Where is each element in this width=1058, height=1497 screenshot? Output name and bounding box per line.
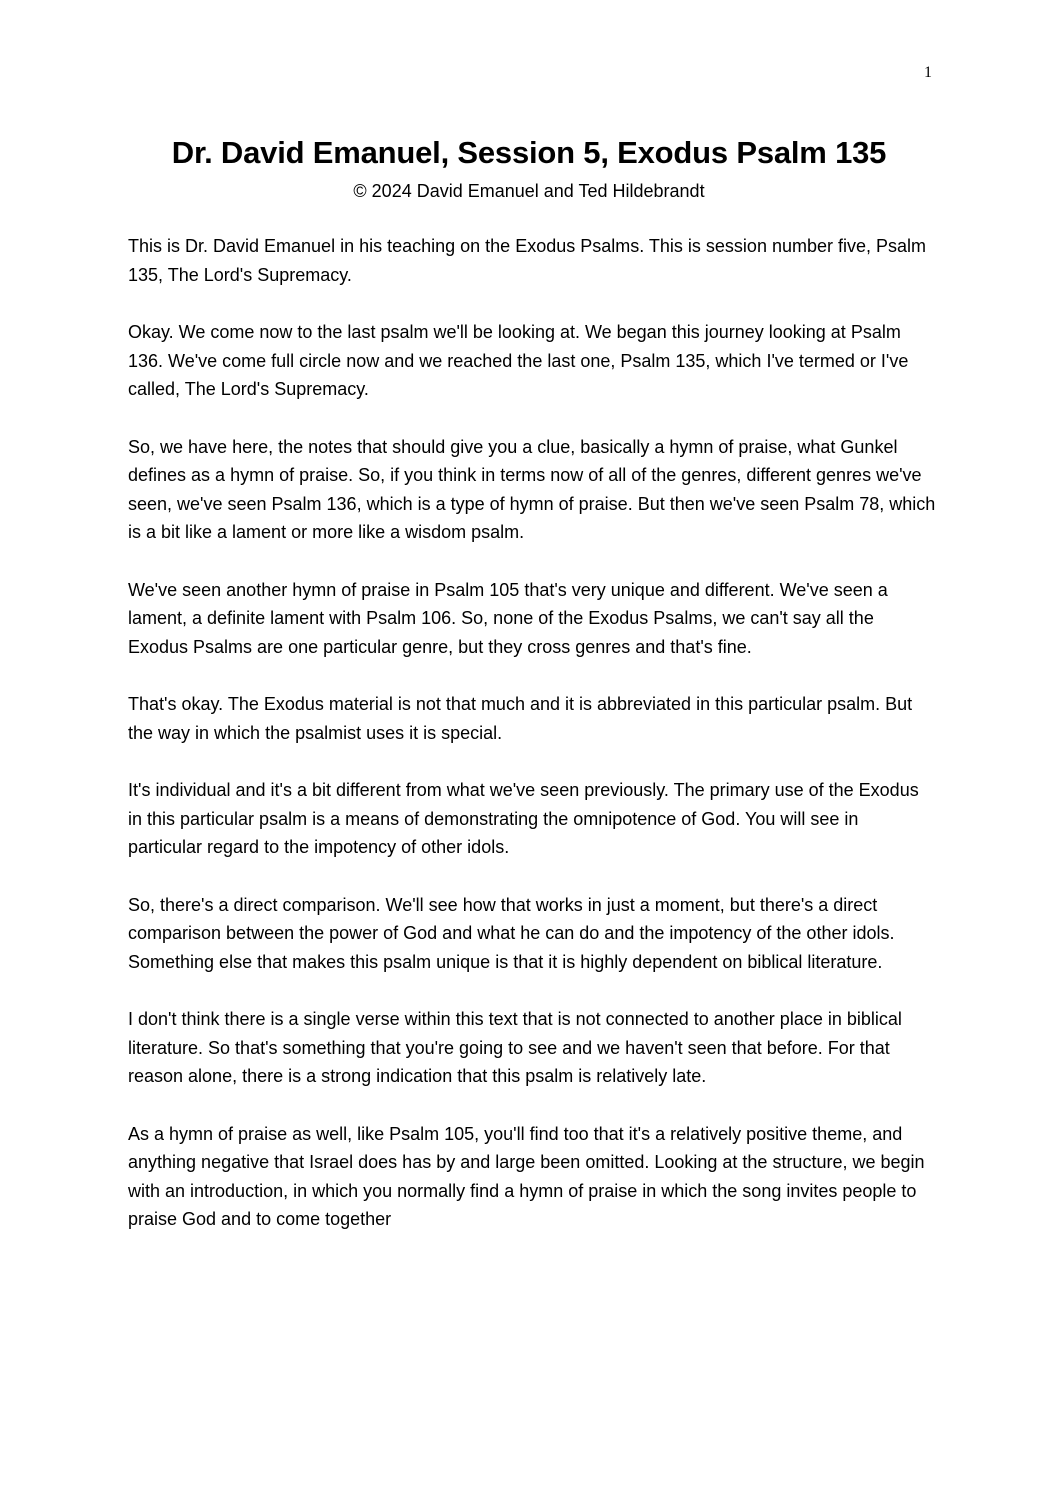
paragraph: I don't think there is a single verse within this text that is not connected to another place in biblical literature. So that's something that you're going to see and we haven't seen that before. For that reason alone, there is a strong indication that this psalm is relatively late. [128, 1009, 902, 1086]
document-body [128, 232, 936, 1263]
paragraph: This is Dr. David Emanuel in his teaching on the Exodus Psalms. This is session number five, Psalm 135, The Lord's Supremacy. [128, 236, 927, 285]
document-title: Dr. David Emanuel, Session 5, Exodus Psalm 135 [171, 135, 887, 170]
paragraph: So, there's a direct comparison. We'll see how that works in just a moment, but there's a direct comparison between the power of God and what he can do and the impotency of the other idols. Something else that makes this psalm unique is that it is highly dependent on biblical literature. [128, 894, 895, 972]
paragraph: We've seen another hymn of praise in Psalm 105 that's very unique and different. We've seen a lament, a definite lament with Psalm 106. So, none of the Exodus Psalms, we can't say all the Exodus Psalms are one particular genre, but they cross genres and that's fine. [128, 579, 888, 657]
copyright-line: © 2024 David Emanuel and Ted Hildebrandt [353, 181, 705, 201]
paragraph: It's individual and it's a bit different from what we've seen previously. The primary use of the Exodus in this particular psalm is a means of demonstrating the omnipotence of God. You will see in particular regard to the impotency of other idols. [128, 780, 919, 857]
paragraph: So, we have here, the notes that should give you a clue, basically a hymn of praise, what Gunkel defines as a hymn of praise. So, if you think in terms now of all of the genres, different genres we've seen, we've seen Psalm 136, which is a type of hymn of praise. But then we've seen Psalm 78, which is a bit like a lament or more like a wisdom psalm. [128, 436, 936, 542]
paragraph: Okay. We come now to the last psalm we'll be looking at. We began this journey looking at Psalm 136. We've come full circle now and we reached the last one, Psalm 135, which I've termed or I've called, The Lord's Supremacy. [128, 322, 909, 399]
page-number: 1 [924, 64, 932, 81]
paragraph: As a hymn of praise as well, like Psalm 105, you'll find too that it's a relatively positive theme, and anything negative that Israel does has by and large been omitted. Looking at the structure, we begin with an introduction, in which you normally find a hymn of praise in which the song invites people to praise God and to come together [128, 1123, 925, 1229]
paragraph: That's okay. The Exodus material is not that much and it is abbreviated in this particular psalm. But the way in which the psalmist uses it is special. [128, 694, 913, 743]
